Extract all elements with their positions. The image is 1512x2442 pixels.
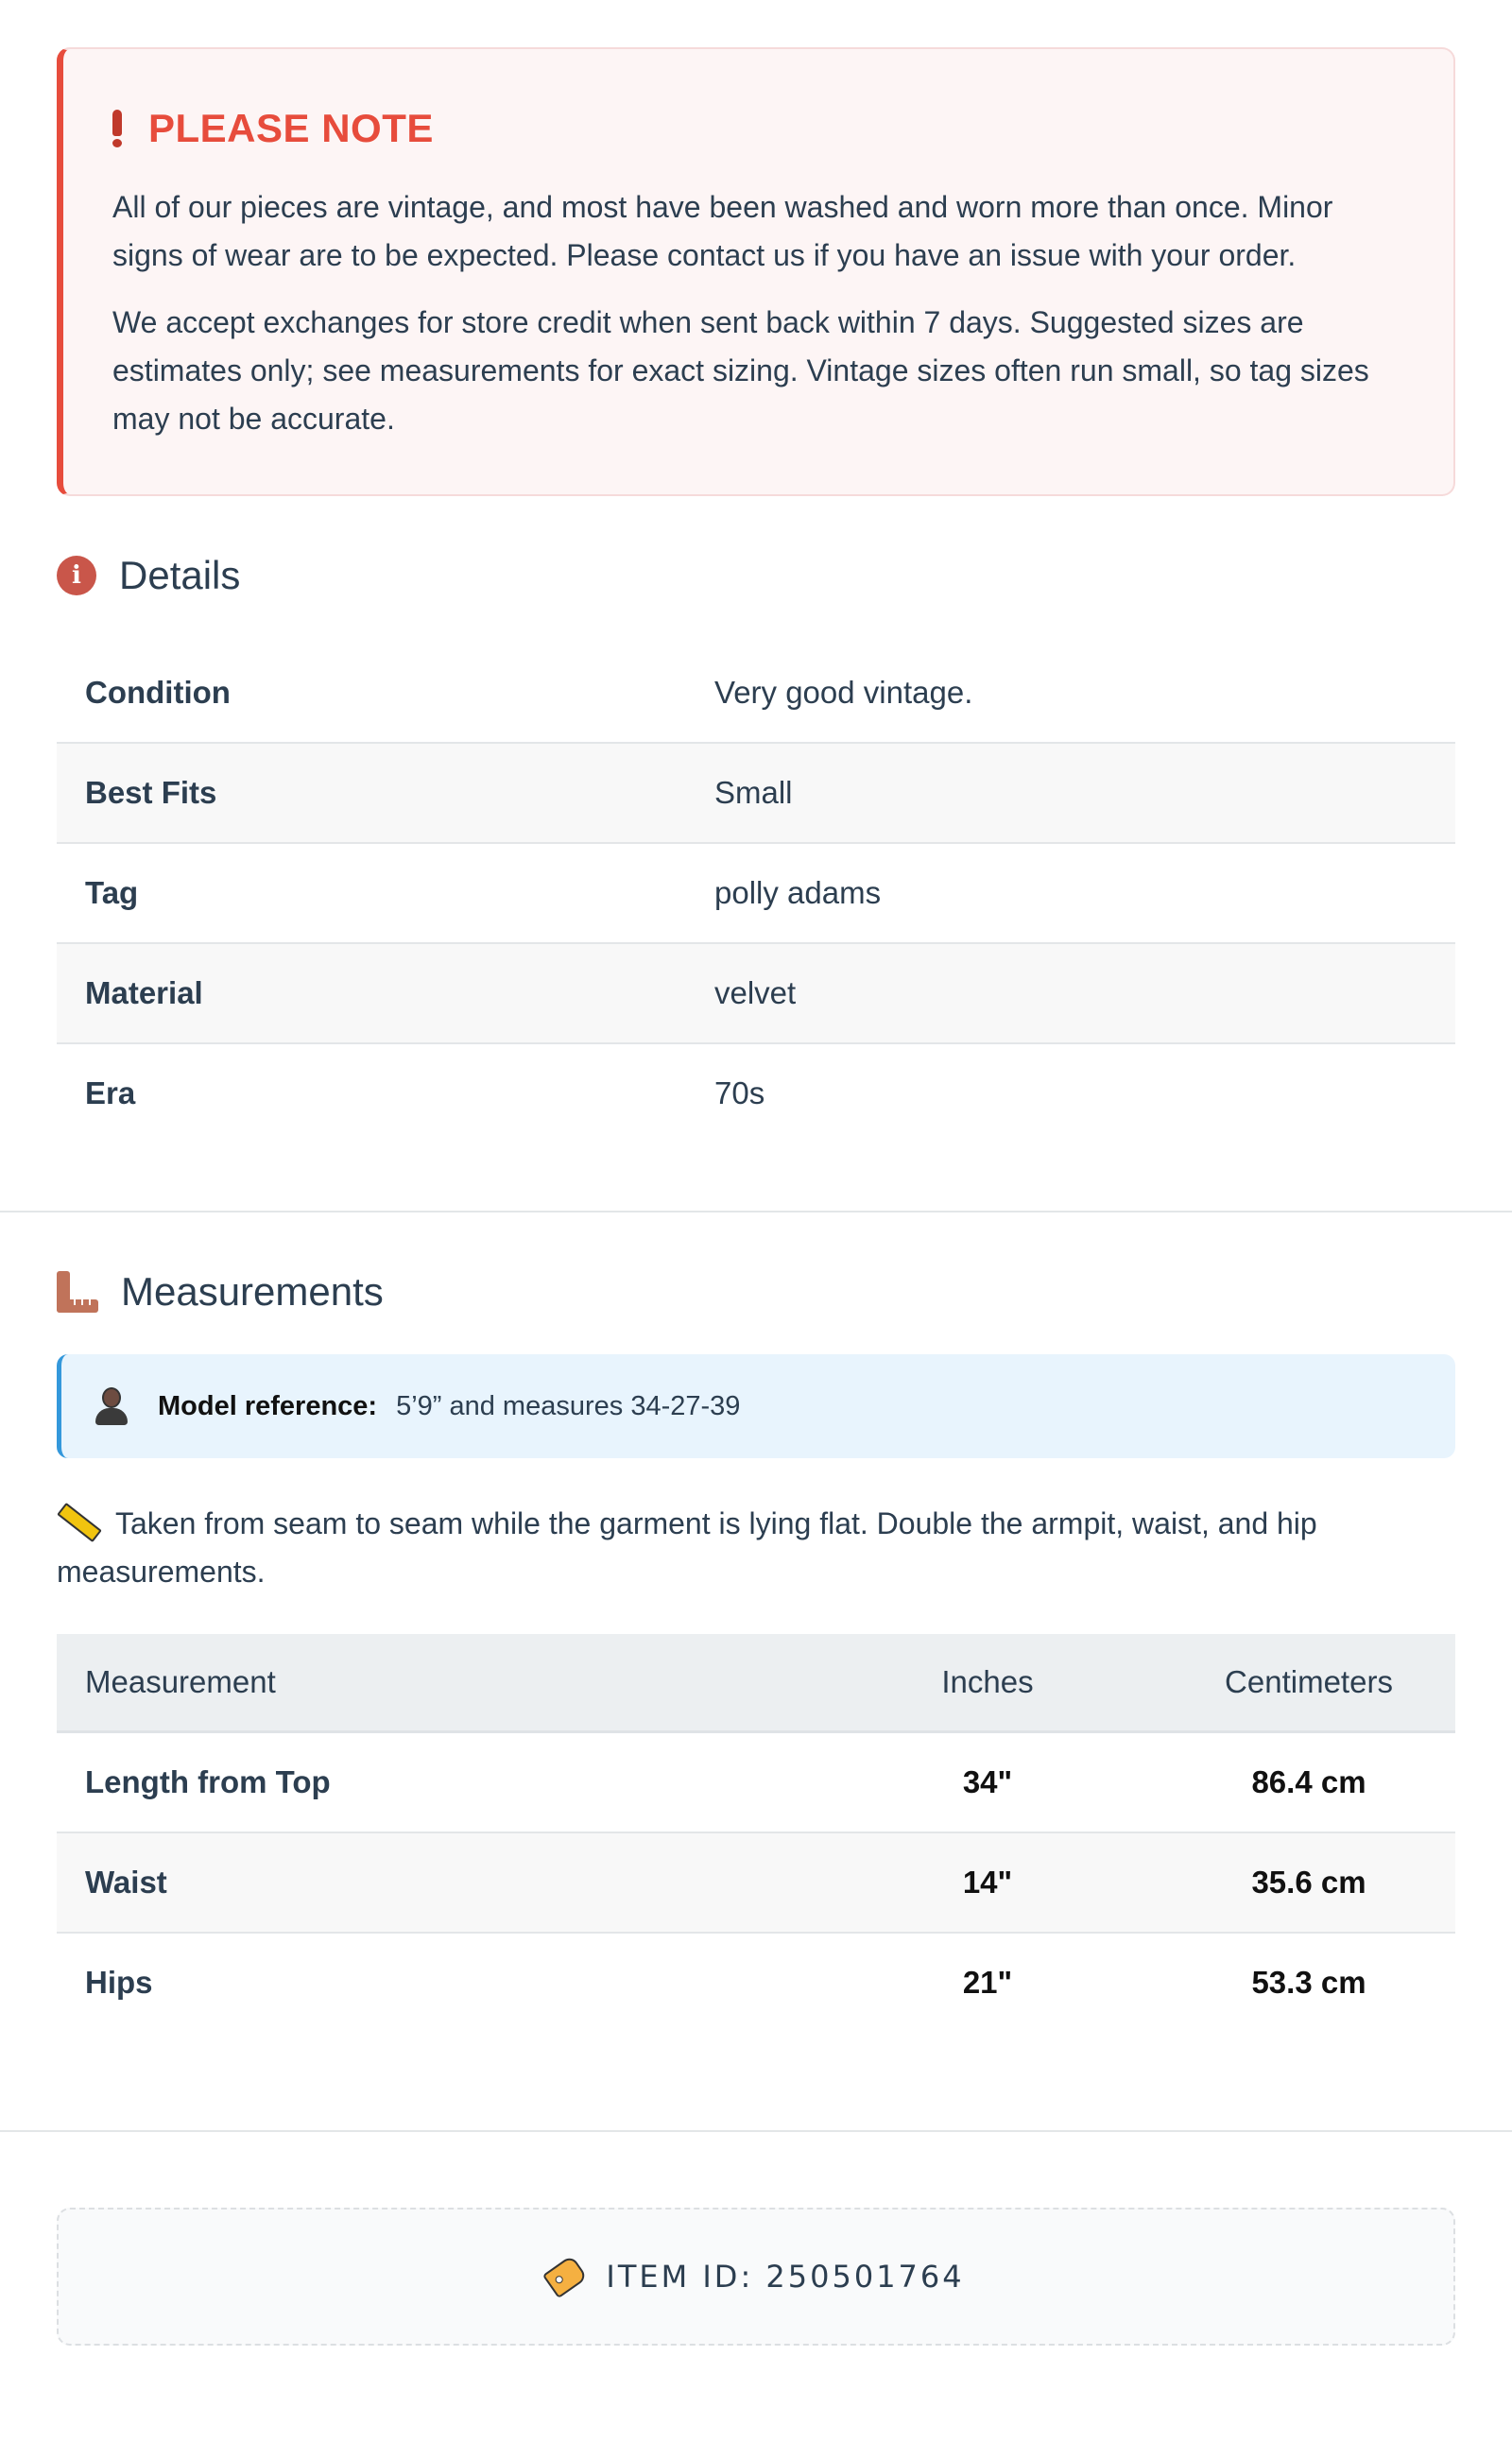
exclamation-icon	[112, 110, 122, 147]
measurement-cm: 86.4 cm	[1251, 1764, 1366, 1799]
measurements-table	[57, 1634, 1455, 2032]
pencil-icon	[57, 1502, 102, 1541]
measurement-note-text: Taken from seam to seam while the garment is lying flat. Double the armpit, waist, and hip measurements.	[57, 1506, 1317, 1589]
details-row	[57, 644, 1455, 744]
model-reference-label: Model reference:	[158, 1390, 378, 1421]
details-row	[57, 1044, 1455, 1143]
item-id-box	[57, 2208, 1455, 2346]
notice-paragraph: We accept exchanges for store credit when sent back within 7 days. Suggested sizes are estimates only; see measurements for exact sizing. Vintage sizes often run small, so tag sizes may not be accurate.	[112, 305, 1369, 436]
notice-header	[112, 106, 1404, 151]
header-centimeters: Centimeters	[1225, 1664, 1393, 1699]
details-row	[57, 744, 1455, 844]
model-reference-box	[57, 1354, 1455, 1458]
table-header-row	[57, 1634, 1455, 1733]
measurements-section	[0, 1212, 1512, 2032]
notice-paragraph: All of our pieces are vintage, and most have been washed and worn more than once. Minor signs of wear are to be expected. Please contact us if you have an issue with your order.	[112, 190, 1333, 272]
model-reference-value: 5’9” and measures 34-27-39	[396, 1390, 741, 1421]
details-value: polly adams	[714, 875, 882, 910]
details-row	[57, 944, 1455, 1044]
details-header	[57, 553, 1455, 598]
measurement-note	[57, 1500, 1455, 1596]
info-icon: i	[57, 556, 96, 595]
ruler-icon	[57, 1271, 98, 1313]
details-label: Best Fits	[85, 775, 217, 810]
details-value: 70s	[714, 1075, 765, 1110]
header-measurement: Measurement	[85, 1664, 276, 1699]
details-row	[57, 844, 1455, 944]
measurement-cm: 53.3 cm	[1251, 1965, 1366, 2000]
table-row	[57, 1733, 1455, 1833]
measurement-inches: 34"	[962, 1764, 1013, 1799]
please-note-box	[57, 47, 1455, 496]
person-icon	[95, 1387, 128, 1425]
measurement-inches: 14"	[962, 1865, 1013, 1900]
details-value: velvet	[714, 975, 797, 1010]
details-label: Tag	[85, 875, 139, 910]
measurement-name: Waist	[85, 1865, 167, 1900]
details-value: Small	[714, 775, 793, 810]
item-id: ITEM ID: 250501764	[606, 2259, 965, 2295]
measurement-name: Length from Top	[85, 1764, 331, 1799]
section-divider	[0, 2130, 1512, 2132]
details-label: Era	[85, 1075, 136, 1110]
measurement-inches: 21"	[962, 1965, 1013, 2000]
details-title: Details	[119, 553, 241, 597]
page-content	[0, 47, 1512, 1143]
table-row	[57, 1934, 1455, 2032]
details-section	[57, 553, 1455, 1143]
table-row	[57, 1833, 1455, 1934]
details-label: Material	[85, 975, 203, 1010]
item-id-section	[0, 2208, 1512, 2346]
details-value: Very good vintage.	[714, 675, 973, 710]
notice-title: PLEASE NOTE	[148, 106, 434, 150]
tag-icon	[542, 2255, 588, 2298]
measurement-name: Hips	[85, 1965, 153, 2000]
measurements-title: Measurements	[121, 1269, 384, 1314]
details-table	[57, 644, 1455, 1143]
details-label: Condition	[85, 675, 231, 710]
measurement-cm: 35.6 cm	[1251, 1865, 1366, 1900]
header-inches: Inches	[941, 1664, 1034, 1699]
measurements-header	[57, 1269, 1455, 1315]
